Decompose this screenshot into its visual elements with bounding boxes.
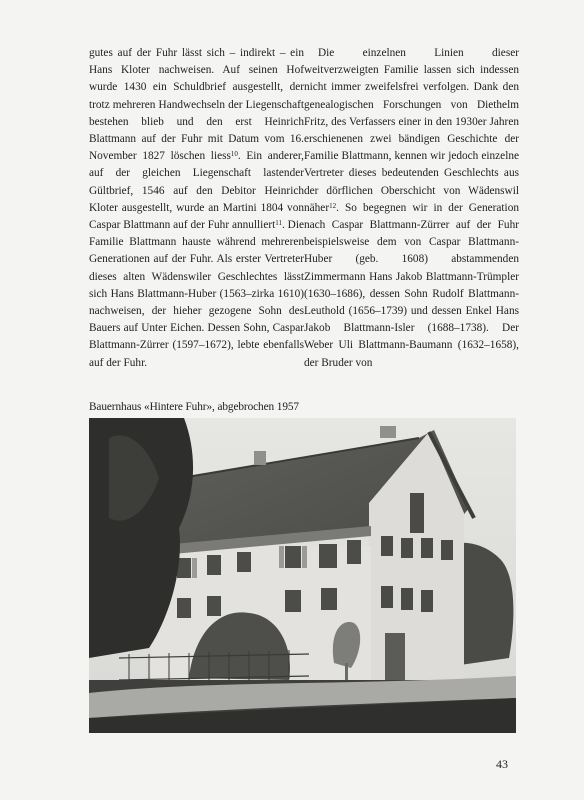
right-text-column — [304, 45, 519, 372]
text-run: . Ein anderer, auf der gleichen Liegenschaft lastender Gültbrief, 1546 auf den Debitor Heinrich Kloter ausgestellt, wurde an Martini 1804 von Caspar Blattmann auf der Fuhr annulliert — [89, 150, 304, 232]
footnote-ref: 10 — [230, 150, 238, 159]
left-paragraph — [89, 45, 304, 372]
text-run: gutes auf der Fuhr lässt sich – indirekt – ein Hans Kloter nachweisen. Auf seinen Hof wurde 1430 ein Schuldbrief ausgestellt, der trotz mehreren Handwechseln der Liegenschaft bestehen blieb und den erst Heinrich Blattmann auf der Fuhr mit Datum vom 16. November 1827 löschen liess — [89, 47, 304, 163]
footnote-ref: 11 — [275, 219, 282, 228]
left-text-column — [89, 45, 304, 372]
farmhouse-photo — [89, 418, 516, 733]
footnote-ref: 12 — [329, 201, 337, 210]
text-run: . Die Familie Blattmann hauste während mehreren Generationen auf der Fuhr. Als erster Vertreter dieses alten Wädenswiler Geschlechtes lässt sich Hans Blattmann-Huber (1563–zirka 1610) nachweisen, der hieher gezogene Sohn des Bauers auf Unter Eichen. Dessen Sohn, Caspar Blattmann-Zürrer (1597–1672), lebte ebenfalls auf der Fuhr. — [89, 219, 304, 369]
page-number: 43 — [496, 757, 508, 771]
text-run: . So begegnen wir in der Generation nach Caspar Blattmann-Zürrer auf der Fuhr beispielsweise dem von Caspar Blattmann-Huber (geb. 1608) abstammenden Zimmermann Hans Jakob Blattmann-Trümpler (1630–1686), dessen Sohn Rudolf Blattmann-Leuthold (1656–1739) und dessen Enkel Hans Jakob Blattmann-Isler (1688–1738). Der Weber Uli Blattmann-Baumann (1632–1658), der Bruder von — [304, 201, 519, 369]
text-run: Die einzelnen Linien dieser weitverzweigten Familie lassen sich indessen nicht immer zweifelsfrei verfolgen. Dank den genealogischen Forschungen von Diethelm Fritz, des Verfassers einer in den 1930er Jahren erschienenen zwei bändigen Geschichte der Familie Blattmann, kennen wir jedoch einzelne Vertreter dieses bedeutenden Geschlechts aus der dörflichen Oberschicht von Wädenswil näher — [304, 47, 519, 214]
right-paragraph — [304, 45, 519, 372]
figure-caption: Bauernhaus «Hintere Fuhr», abgebrochen 1957 — [89, 401, 299, 413]
